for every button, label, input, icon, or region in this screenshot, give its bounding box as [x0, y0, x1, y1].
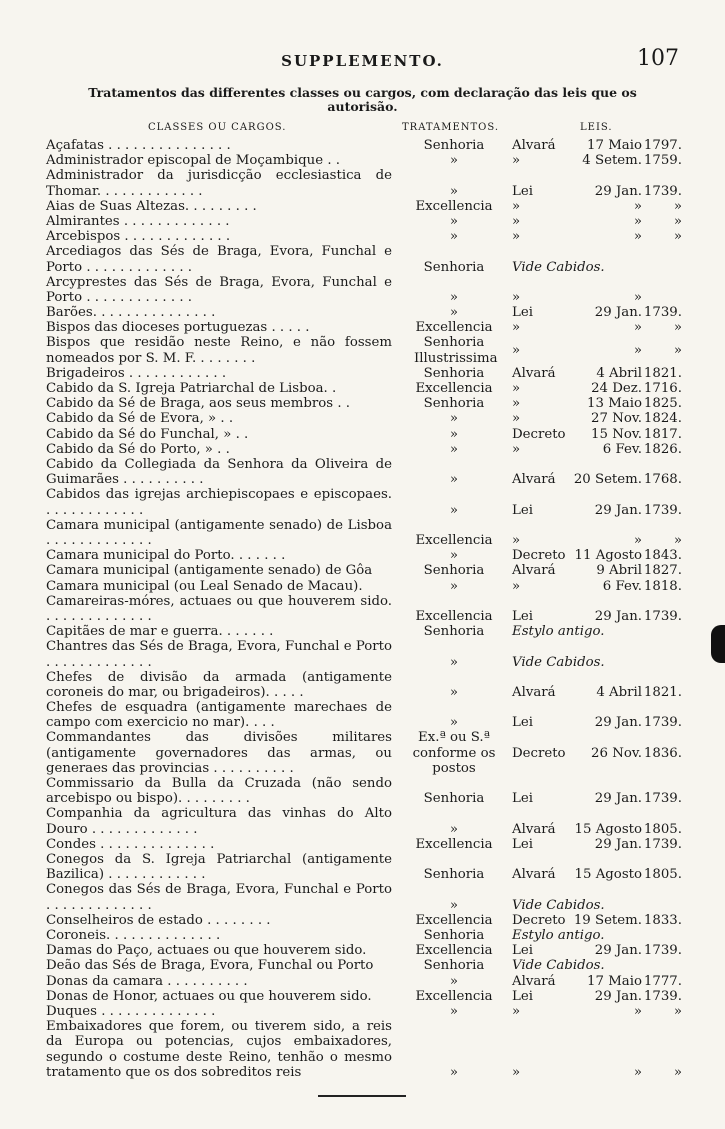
lei-note: Vide Cabidos.	[512, 897, 605, 913]
table-row	[0, 670, 725, 700]
class-name: Companhia da agricultura das vinhas do Alto Douro . . . . . . . . . . . . .	[46, 806, 392, 837]
lei-year: 1759.	[643, 153, 682, 169]
lei-type: Decreto	[512, 426, 566, 442]
lei-reference	[512, 989, 687, 1004]
table-row	[0, 442, 725, 457]
tratamento: »	[449, 821, 459, 837]
lei-note: Estylo antigo.	[512, 624, 605, 640]
lei-year: »	[673, 1003, 682, 1019]
tratamento: Senhoria	[423, 928, 485, 944]
lei-reference	[512, 396, 687, 411]
column-header-classes: CLASSES OU CARGOS.	[148, 122, 287, 133]
lei-date: 17 Maio	[587, 973, 642, 989]
class-name: Arcyprestes das Sés de Braga, Evora, Funchal e Porto . . . . . . . . . . . . .	[46, 274, 392, 305]
table-row	[0, 852, 725, 882]
lei-date: »	[633, 320, 642, 336]
table-row	[0, 928, 725, 943]
lei-year: 1739.	[643, 943, 682, 959]
class-name: Cabido da Sé de Braga, aos seus membros . .	[46, 396, 351, 412]
lei-reference	[512, 1004, 687, 1019]
lei-type: »	[512, 532, 521, 548]
class-name: Camara municipal (ou Leal Senado de Macau).	[46, 578, 363, 594]
class-name: Embaixadores que forem, ou tiverem sido, a reis da Europa ou potencias, cujos embaixadores, segundo o costume deste Reino, tenhão o mesmo tratamento que os dos sobreditos reis	[46, 1019, 392, 1080]
class-name: Bispos das dioceses portuguezas . . . . .	[46, 320, 310, 336]
class-name: Deão das Sés de Braga, Evora, Funchal ou Porto	[46, 958, 374, 974]
lei-reference	[512, 655, 687, 670]
table-row	[0, 730, 725, 776]
lei-reference	[512, 1065, 687, 1080]
lei-year: 1826.	[643, 441, 682, 457]
lei-reference	[512, 229, 687, 244]
lei-year: 1817.	[643, 426, 682, 442]
class-name: Chefes de divisão da armada (antigamente coroneis do mar, ou brigadeiros). . . . .	[46, 669, 392, 700]
lei-reference	[512, 685, 687, 700]
running-title: SUPPLEMENTO.	[281, 52, 444, 70]
class-name: Conegos da S. Igreja Patriarchal (antigamente Bazilica) . . . . . . . . . . . .	[46, 852, 392, 883]
lei-year: »	[673, 213, 682, 229]
lei-type: »	[512, 343, 521, 359]
lei-reference	[512, 837, 687, 852]
lei-note: Vide Cabidos.	[512, 958, 605, 974]
class-name: Cabidos das igrejas archiepiscopaes e episcopaes. . . . . . . . . . . . .	[46, 487, 392, 518]
lei-reference	[512, 320, 687, 335]
lei-reference	[512, 579, 687, 594]
table-row	[0, 138, 725, 153]
lei-reference	[512, 138, 687, 153]
lei-note: Estylo antigo.	[512, 928, 605, 944]
lei-year: 1825.	[643, 396, 682, 412]
lei-type: Alvará	[512, 365, 556, 381]
class-name: Capitães de mar e guerra. . . . . . .	[46, 624, 274, 640]
lei-date: 29 Jan.	[594, 715, 642, 731]
table-row	[0, 594, 725, 624]
lei-date: 4 Abril	[596, 684, 642, 700]
class-name: Administrador episcopal de Moçambique . .	[46, 153, 340, 169]
class-name: Conegos das Sés de Braga, Evora, Funchal e Porto . . . . . . . . . . . . .	[46, 882, 392, 913]
table-row	[0, 958, 725, 973]
lei-reference	[512, 411, 687, 426]
tratamento: »	[449, 229, 459, 245]
lei-reference	[512, 381, 687, 396]
table-row	[0, 989, 725, 1004]
tratamento: »	[449, 472, 459, 488]
lei-reference	[512, 974, 687, 989]
footer-rule	[318, 1095, 406, 1097]
tratamento: »	[449, 183, 459, 199]
lei-reference	[512, 427, 687, 442]
lei-type: Lei	[512, 836, 533, 852]
lei-date: 24 Dez.	[591, 381, 642, 397]
table-row	[0, 518, 725, 548]
lei-reference	[512, 746, 687, 761]
lei-reference	[512, 791, 687, 806]
lei-reference	[512, 153, 687, 168]
lei-year: 1739.	[643, 305, 682, 321]
lei-year: 1805.	[643, 867, 682, 883]
lei-type: Decreto	[512, 745, 566, 761]
lei-type: »	[512, 578, 521, 594]
lei-type: »	[512, 381, 521, 397]
lei-year: 1797.	[643, 138, 682, 153]
lei-year: 1739.	[643, 988, 682, 1004]
lei-year: 1836.	[643, 745, 682, 761]
tratamento: Senhoria	[423, 365, 485, 381]
lei-year: 1739.	[643, 183, 682, 199]
tratamento: »	[449, 684, 459, 700]
table-row	[0, 199, 725, 214]
lei-reference	[512, 958, 687, 973]
lei-type: »	[512, 396, 521, 412]
lei-reference	[512, 472, 687, 487]
class-name: Camara municipal do Porto. . . . . . .	[46, 548, 286, 564]
table-row	[0, 700, 725, 730]
class-name: Brigadeiros . . . . . . . . . . . .	[46, 365, 227, 381]
class-name: Cabido da Sé de Evora, » . .	[46, 411, 234, 427]
lei-type: Lei	[512, 502, 533, 518]
lei-type: »	[512, 1064, 521, 1080]
class-name: Açafatas . . . . . . . . . . . . . . .	[46, 138, 231, 153]
class-name: Chefes de esquadra (antigamente marechaes de campo com exercicio no mar). . . .	[46, 700, 392, 731]
table-row	[0, 624, 725, 639]
table-row	[0, 411, 725, 426]
lei-reference	[512, 533, 687, 548]
column-header-tratamentos: TRATAMENTOS.	[402, 122, 500, 133]
lei-date: »	[633, 213, 642, 229]
table-row	[0, 381, 725, 396]
tratamento: Excellencia	[415, 320, 493, 336]
lei-date: 29 Jan.	[594, 608, 642, 624]
lei-reference	[512, 442, 687, 457]
table-row	[0, 837, 725, 852]
tratamento: Senhoria	[423, 791, 485, 807]
table-row	[0, 776, 725, 806]
table-row	[0, 320, 725, 335]
lei-type: »	[512, 441, 521, 457]
lei-reference	[512, 184, 687, 199]
table-row	[0, 579, 725, 594]
class-name: Coroneis. . . . . . . . . . . . . .	[46, 928, 221, 944]
table-row	[0, 882, 725, 912]
lei-type: Alvará	[512, 867, 556, 883]
lei-type: »	[512, 229, 521, 245]
lei-reference	[512, 503, 687, 518]
tratamento: »	[449, 502, 459, 518]
tratamento: »	[449, 1064, 459, 1080]
lei-type: Alvará	[512, 138, 556, 153]
class-name: Camareiras-móres, actuaes ou que houverem sido. . . . . . . . . . . . . .	[46, 593, 392, 624]
page-number: 107	[637, 46, 679, 71]
tratamento: Excellencia	[415, 912, 493, 928]
lei-reference	[512, 214, 687, 229]
class-name: Damas do Paço, actuaes ou que houverem sido.	[46, 943, 367, 959]
tratamento: »	[449, 578, 459, 594]
lei-note: Vide Cabidos.	[512, 654, 605, 670]
lei-date: 27 Nov.	[591, 411, 642, 427]
lei-date: 29 Jan.	[594, 305, 642, 321]
tratamento: »	[449, 426, 459, 442]
tratamento: Senhoria	[423, 867, 485, 883]
class-name: Cabido da Sé do Funchal, » . .	[46, 426, 249, 442]
tratamento: Excellencia	[415, 198, 493, 214]
lei-date: 26 Nov.	[591, 745, 642, 761]
lei-type: Lei	[512, 183, 533, 199]
lei-year: »	[673, 532, 682, 548]
lei-type: »	[512, 198, 521, 214]
lei-date: 29 Jan.	[594, 943, 642, 959]
tratamento: »	[449, 1003, 459, 1019]
tratamento: Excellencia	[415, 608, 493, 624]
lei-type: »	[512, 289, 521, 305]
column-header-leis: LEIS.	[580, 122, 613, 133]
lei-date: 29 Jan.	[594, 183, 642, 199]
table-row	[0, 974, 725, 989]
class-name: Almirantes . . . . . . . . . . . . .	[46, 213, 230, 229]
lei-date: 29 Jan.	[594, 988, 642, 1004]
lei-year: 1818.	[643, 578, 682, 594]
lei-year: 1777.	[643, 973, 682, 989]
lei-reference	[512, 898, 687, 913]
tratamento: »	[449, 973, 459, 989]
lei-year: »	[673, 320, 682, 336]
lei-year: 1827.	[643, 563, 682, 579]
lei-reference	[512, 548, 687, 563]
lei-type: »	[512, 320, 521, 336]
tratamento: Senhoria	[423, 624, 485, 640]
lei-date: 6 Fev.	[602, 578, 642, 594]
table-row	[0, 913, 725, 928]
tratamento: Ex.ª ou S.ª conforme os postos	[412, 730, 496, 776]
lei-year: 1821.	[643, 365, 682, 381]
lei-year: 1768.	[643, 472, 682, 488]
lei-type: »	[512, 1003, 521, 1019]
lei-reference	[512, 199, 687, 214]
lei-type: Alvará	[512, 973, 556, 989]
lei-type: Alvará	[512, 563, 556, 579]
table-row	[0, 487, 725, 517]
lei-reference	[512, 260, 687, 275]
class-name: Cabido da S. Igreja Patriarchal de Lisboa. .	[46, 381, 337, 397]
lei-date: 29 Jan.	[594, 836, 642, 852]
table-row	[0, 1019, 725, 1080]
class-name: Cabido da Collegiada da Senhora da Oliveira de Guimarães . . . . . . . . . .	[46, 457, 392, 488]
lei-date: »	[633, 1003, 642, 1019]
lei-reference	[512, 624, 687, 639]
lei-date: 11 Agosto	[574, 548, 642, 564]
lei-type: Decreto	[512, 912, 566, 928]
lei-year: 1739.	[643, 502, 682, 518]
lei-date: 17 Maio	[587, 138, 642, 153]
tratamento: »	[449, 654, 459, 670]
class-name: Camara municipal (antigamente senado) de Lisboa . . . . . . . . . . . . .	[46, 517, 392, 548]
lei-date: »	[633, 289, 642, 305]
lei-date: 4 Setem.	[582, 153, 642, 169]
tratamento: »	[449, 289, 459, 305]
tratamento: Excellencia	[415, 381, 493, 397]
class-name: Camara municipal (antigamente senado) de Gôa	[46, 563, 373, 579]
lei-date: »	[633, 229, 642, 245]
tratamento: Senhoria	[423, 563, 485, 579]
table-row	[0, 168, 725, 198]
class-name: Donas de Honor, actuaes ou que houverem sido.	[46, 988, 372, 1004]
table-caption: Tratamentos das differentes classes ou cargos, com declaração das leis que os autorisão.	[88, 85, 637, 114]
lei-type: Alvará	[512, 684, 556, 700]
lei-date: 15 Agosto	[574, 821, 642, 837]
table-row	[0, 548, 725, 563]
lei-date: »	[633, 1064, 642, 1080]
tratamento: Senhoria	[423, 396, 485, 412]
lei-date: »	[633, 198, 642, 214]
lei-year: 1739.	[643, 836, 682, 852]
lei-type: Alvará	[512, 821, 556, 837]
table-row	[0, 806, 725, 836]
tratamento: »	[449, 441, 459, 457]
class-name: Duques . . . . . . . . . . . . . .	[46, 1003, 216, 1019]
table-row	[0, 214, 725, 229]
lei-type: »	[512, 213, 521, 229]
lei-reference	[512, 913, 687, 928]
lei-date: 29 Jan.	[594, 502, 642, 518]
lei-type: Lei	[512, 608, 533, 624]
table-row	[0, 396, 725, 411]
lei-reference	[512, 366, 687, 381]
lei-year: »	[673, 198, 682, 214]
lei-note: Vide Cabidos.	[512, 259, 605, 275]
tratamento: »	[449, 213, 459, 229]
lei-year: 1824.	[643, 411, 682, 427]
table-row	[0, 427, 725, 442]
table-row	[0, 639, 725, 669]
lei-reference	[512, 715, 687, 730]
table-row	[0, 244, 725, 274]
table-row	[0, 305, 725, 320]
tratamento: »	[449, 153, 459, 169]
lei-type: Lei	[512, 305, 533, 321]
lei-type: Lei	[512, 943, 533, 959]
lei-date: »	[633, 532, 642, 548]
lei-reference	[512, 943, 687, 958]
lei-date: 9 Abril	[596, 563, 642, 579]
lei-type: Decreto	[512, 548, 566, 564]
table-row	[0, 229, 725, 244]
lei-type: Alvará	[512, 472, 556, 488]
lei-type: Lei	[512, 791, 533, 807]
lei-reference	[512, 928, 687, 943]
lei-reference	[512, 563, 687, 578]
lei-type: »	[512, 153, 521, 169]
lei-reference	[512, 290, 687, 305]
table-row	[0, 943, 725, 958]
class-name: Commissario da Bulla da Cruzada (não sendo arcebispo ou bispo). . . . . . . . .	[46, 776, 392, 807]
ink-blot	[711, 625, 725, 663]
lei-date: 15 Nov.	[591, 426, 642, 442]
lei-date: 15 Agosto	[574, 867, 642, 883]
lei-year: 1805.	[643, 821, 682, 837]
class-name: Conselheiros de estado . . . . . . . .	[46, 912, 271, 928]
class-name: Donas da camara . . . . . . . . . .	[46, 973, 248, 989]
lei-date: 29 Jan.	[594, 791, 642, 807]
lei-reference	[512, 822, 687, 837]
tratamento: »	[449, 548, 459, 564]
class-name: Condes . . . . . . . . . . . . . .	[46, 836, 215, 852]
table-row	[0, 275, 725, 305]
lei-reference	[512, 305, 687, 320]
lei-type: »	[512, 411, 521, 427]
lei-date: 6 Fev.	[602, 441, 642, 457]
lei-year: »	[673, 229, 682, 245]
class-name: Arcebispos . . . . . . . . . . . . .	[46, 229, 231, 245]
lei-year: 1821.	[643, 684, 682, 700]
class-name: Aias de Suas Altezas. . . . . . . . .	[46, 198, 257, 214]
tratamento: Excellencia	[415, 988, 493, 1004]
table-row	[0, 153, 725, 168]
lei-type: Lei	[512, 988, 533, 1004]
lei-year: »	[673, 343, 682, 359]
tratamento: Senhoria	[423, 138, 485, 153]
tratamento: Senhoria Illustrissima	[414, 335, 498, 366]
lei-type: Lei	[512, 715, 533, 731]
lei-reference	[512, 343, 687, 358]
lei-date: 19 Setem.	[573, 912, 642, 928]
tratamento: Senhoria	[423, 259, 485, 275]
lei-year: 1739.	[643, 715, 682, 731]
lei-year: 1739.	[643, 608, 682, 624]
lei-year: 1833.	[643, 912, 682, 928]
class-name: Chantres das Sés de Braga, Evora, Funchal e Porto . . . . . . . . . . . . .	[46, 639, 392, 670]
tratamento: Excellencia	[415, 943, 493, 959]
lei-year: 1716.	[643, 381, 682, 397]
tratamento: Excellencia	[415, 532, 493, 548]
lei-date: »	[633, 343, 642, 359]
class-name: Administrador da jurisdicção ecclesiastica de Thomar. . . . . . . . . . . . .	[46, 168, 392, 199]
table-row	[0, 1004, 725, 1019]
tratamento: »	[449, 897, 459, 913]
lei-reference	[512, 609, 687, 624]
lei-date: 4 Abril	[596, 365, 642, 381]
table-row	[0, 563, 725, 578]
tratamento: Excellencia	[415, 836, 493, 852]
lei-date: 20 Setem.	[573, 472, 642, 488]
class-name: Barões. . . . . . . . . . . . . . .	[46, 305, 216, 321]
lei-year: »	[673, 1064, 682, 1080]
tratamento: Senhoria	[423, 958, 485, 974]
class-name: Commandantes das divisões militares (antigamente governadores das armas, ou generaes das provincias . . . . . . . . . .	[46, 730, 392, 776]
class-name: Cabido da Sé do Porto, » . .	[46, 441, 230, 457]
table-row	[0, 366, 725, 381]
lei-date: 13 Maio	[587, 396, 642, 412]
tratamento: »	[449, 715, 459, 731]
table-row	[0, 335, 725, 365]
lei-year: 1843.	[643, 548, 682, 564]
lei-reference	[512, 867, 687, 882]
class-name: Bispos que residão neste Reino, e não fossem nomeados por S. M. F. . . . . . . .	[46, 335, 392, 366]
class-name: Arcediagos das Sés de Braga, Evora, Funchal e Porto . . . . . . . . . . . . .	[46, 244, 392, 275]
lei-year: 1739.	[643, 791, 682, 807]
tratamento: »	[449, 411, 459, 427]
table-body	[0, 138, 725, 1080]
tratamento: »	[449, 305, 459, 321]
table-row	[0, 457, 725, 487]
